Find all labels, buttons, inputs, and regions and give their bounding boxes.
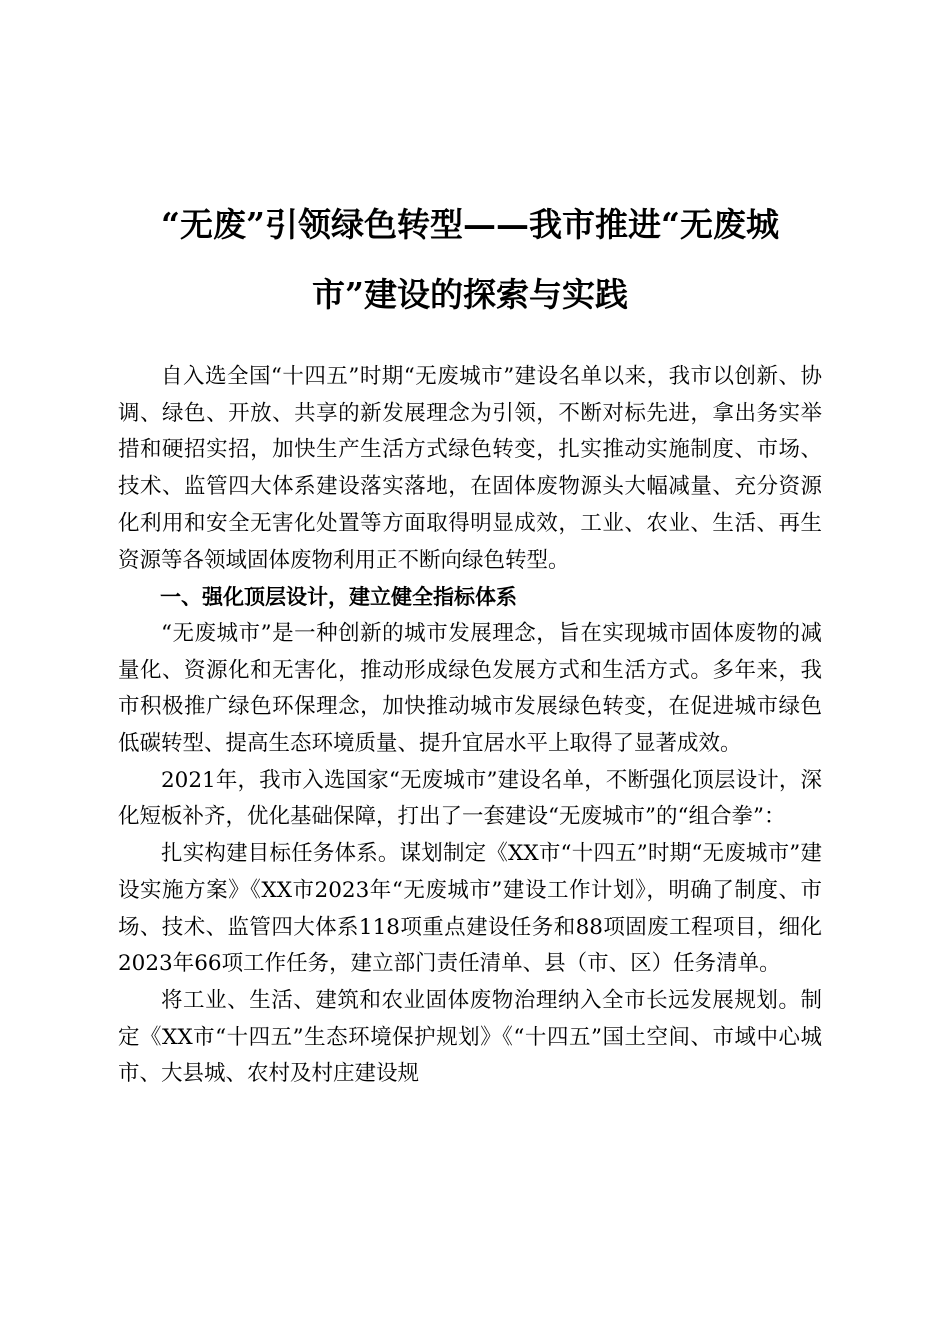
document-title <box>118 190 822 330</box>
title-line-2: 市”建设的探索与实践 <box>312 275 628 314</box>
intro-paragraph: 自入选全国“十四五”时期“无废城市”建设名单以来，我市以创新、协调、绿色、开放、共享的新发展理念为引领，不断对标先进，拿出务实举措和硬招实招，加快生产生活方式绿色转变，扎实推动实施制度、市场、技术、监管四大体系建设落实落地，在固体废物源头大幅减量、充分资源化利用和安全无害化处置等方面取得明显成效，工业、农业、生活、再生资源等各领域固体废物利用正不断向绿色转型。 <box>118 364 822 573</box>
body-paragraph: 2021年，我市入选国家“无废城市”建设名单，不断强化顶层设计，深化短板补齐，优化基础保障，打出了一套建设“无废城市”的“组合拳”： <box>118 767 822 830</box>
body-paragraph: “无废城市”是一种创新的城市发展理念，旨在实现城市固体废物的减量化、资源化和无害化，推动形成绿色发展方式和生活方式。多年来，我市积极推广绿色环保理念，加快推动城市发展绿色转变，在促进城市绿色低碳转型、提高生态环境质量、提升宜居水平上取得了显著成效。 <box>118 620 822 757</box>
title-line-1: “无废”引领绿色转型——我市推进“无废城 <box>161 205 779 244</box>
body-paragraph: 将工业、生活、建筑和农业固体废物治理纳入全市长远发展规划。制定《XX市“十四五”生态环境保护规划》《“十四五”国土空间、市域中心城市、大县城、农村及村庄建设规 <box>118 987 822 1087</box>
section-heading-1: 一、强化顶层设计，建立健全指标体系 <box>160 585 517 610</box>
document-body <box>118 359 822 1093</box>
body-paragraph: 扎实构建目标任务体系。谋划制定《XX市“十四五”时期“无废城市”建设实施方案》《XX市2023年“无废城市”建设工作计划》，明确了制度、市场、技术、监管四大体系118项重点建设任务和88项固废工程项目，细化2023年66项工作任务，建立部门责任清单、县（市、区）任务清单。 <box>118 841 822 977</box>
